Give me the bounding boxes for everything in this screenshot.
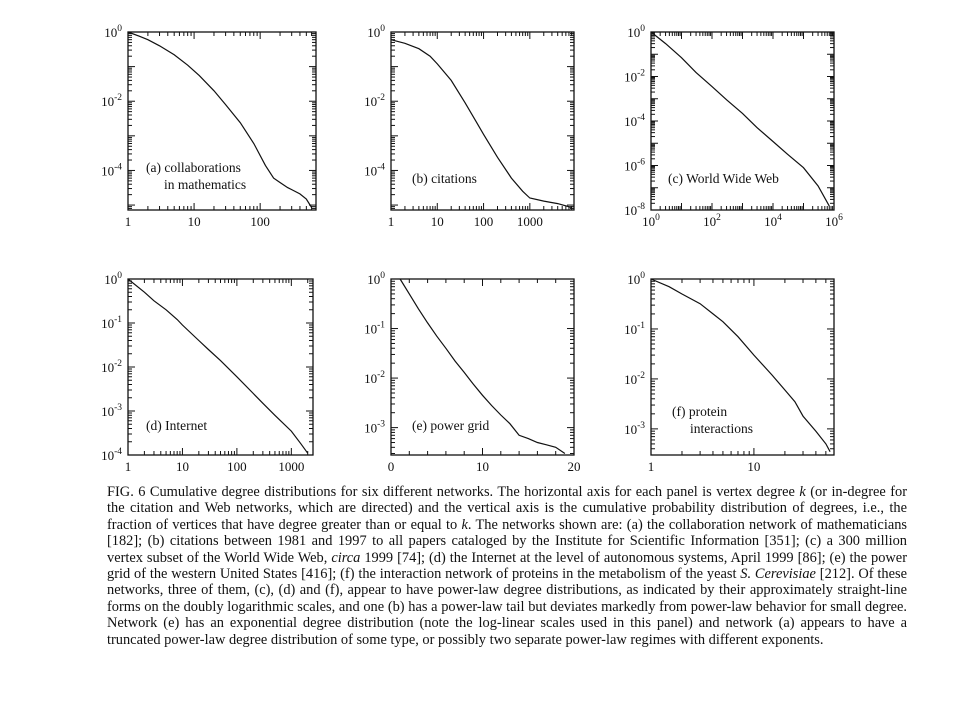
caption-paragraph: [107, 484, 907, 648]
x-tick-label: 10: [175, 459, 189, 474]
y-tick-label: $10^{-3}$: [364, 419, 385, 436]
y-tick-label: $10^{-2}$: [101, 93, 122, 110]
y-tick-label: $10^{-4}$: [101, 162, 122, 179]
y-tick-label: $10^0$: [367, 271, 385, 287]
x-tick-label: 20: [567, 459, 581, 474]
y-tick-label: $10^0$: [627, 271, 645, 287]
y-tick-label: $10^{-2}$: [624, 370, 645, 387]
y-tick-label: $10^{-1}$: [624, 320, 645, 337]
caption-species: S. Cerevisiae: [740, 566, 816, 583]
caption-k-symbol-2: k: [461, 516, 468, 533]
y-tick-label: $10^{-1}$: [364, 320, 385, 337]
x-tick-label: 1000: [278, 459, 305, 474]
panel-label: (e) power grid: [412, 418, 490, 433]
caption-text-d: 1999 [74]; (d) the Internet at the level of autonomous systems, April 1999 [86]; (e) the power grid of the western United States [416]; (f) the interaction network of proteins in the metabolism of the yeast: [107, 549, 907, 583]
caption-text-e: [212]. Of these networks, three of them, (c), (d) and (f), appear to have power-law degree distributions, as indicated by their approximately straight-line forms on the doubly logarithmic scales, and one (b) has a power-law tail but deviates markedly from power-law behavior for small degree. Network (e) has an exponential degree distribution (note the log-linear scales used in this panel) and network (a) appears to have a truncated power-law degree distribution of some type, or possibly two separate power-law regimes with different exponents.: [107, 566, 907, 648]
caption-text-c: . The networks shown are: (a) the collaboration network of mathematicians [182]; (b) citations between 1981 and 1997 to all papers cataloged by the Institute for Scientific Information [351]; (c) a 300 million vertex subset of the World Wide Web,: [107, 516, 908, 566]
panel-label: (f) protein: [672, 404, 728, 419]
panel-label: interactions: [690, 421, 753, 436]
x-tick-label: $10^4$: [764, 213, 782, 229]
x-tick-label: 10: [430, 214, 444, 229]
y-tick-label: $10^0$: [627, 24, 645, 40]
caption-label: FIG. 6: [107, 484, 146, 500]
x-tick-label: 0: [387, 459, 395, 474]
y-tick-label: $10^{-4}$: [364, 162, 385, 179]
y-tick-label: $10^0$: [104, 271, 122, 287]
x-tick-label: $10^0$: [642, 213, 660, 229]
y-tick-label: $10^{-4}$: [624, 113, 645, 129]
y-tick-label: $10^{-6}$: [624, 157, 645, 174]
panel-label: (c) World Wide Web: [668, 171, 779, 186]
x-tick-label: 100: [227, 459, 247, 474]
x-tick-label: 1000: [516, 214, 543, 229]
panel-label: in mathematics: [164, 177, 247, 192]
x-tick-label: 1: [647, 459, 655, 474]
x-tick-label: $10^2$: [703, 213, 721, 229]
y-tick-label: $10^0$: [367, 24, 385, 40]
y-tick-label: $10^0$: [104, 24, 122, 40]
x-tick-label: 100: [473, 214, 494, 229]
x-tick-label: 1: [124, 214, 132, 229]
x-tick-label: 1: [124, 459, 132, 474]
caption-k-symbol: k: [799, 484, 806, 500]
x-tick-label: 1: [387, 214, 395, 229]
x-tick-label: 100: [250, 214, 270, 229]
x-tick-label: $10^6$: [825, 213, 843, 229]
caption-text-a: Cumulative degree distributions for six different networks. The horizontal axis for each panel is vertex degree: [145, 484, 800, 500]
x-tick-label: 10: [476, 459, 489, 474]
y-tick-label: $10^{-4}$: [101, 447, 122, 463]
panel-c: [624, 24, 843, 229]
y-tick-label: $10^{-3}$: [101, 403, 122, 419]
figure-caption: [107, 484, 907, 648]
caption-circa: circa: [331, 549, 361, 566]
panel-d: [101, 271, 313, 474]
y-tick-label: $10^{-8}$: [624, 202, 645, 218]
y-tick-label: $10^{-2}$: [624, 68, 645, 85]
panel-label: (b) citations: [412, 171, 477, 186]
y-tick-label: $10^{-2}$: [101, 359, 122, 375]
caption-text-b: (or in-degree for the citation and Web networks, which are directed) and the vertical axis is the cumulative probability distribution of degrees, i.e., the fraction of vertices that have degree greater than or equal to: [107, 484, 907, 533]
y-tick-label: $10^{-3}$: [624, 420, 645, 437]
y-tick-label: $10^{-2}$: [364, 370, 385, 387]
panel-e: [364, 271, 580, 474]
panel-label: (d) Internet: [146, 418, 208, 433]
panel-f: [624, 271, 834, 474]
panel-b: [364, 24, 574, 229]
y-tick-label: $10^{-1}$: [101, 315, 122, 331]
y-tick-label: $10^{-2}$: [364, 93, 385, 110]
x-tick-label: 10: [187, 214, 201, 229]
panel-a: [101, 24, 316, 229]
panel-label: (a) collaborations: [146, 160, 241, 175]
x-tick-label: 10: [747, 459, 761, 474]
